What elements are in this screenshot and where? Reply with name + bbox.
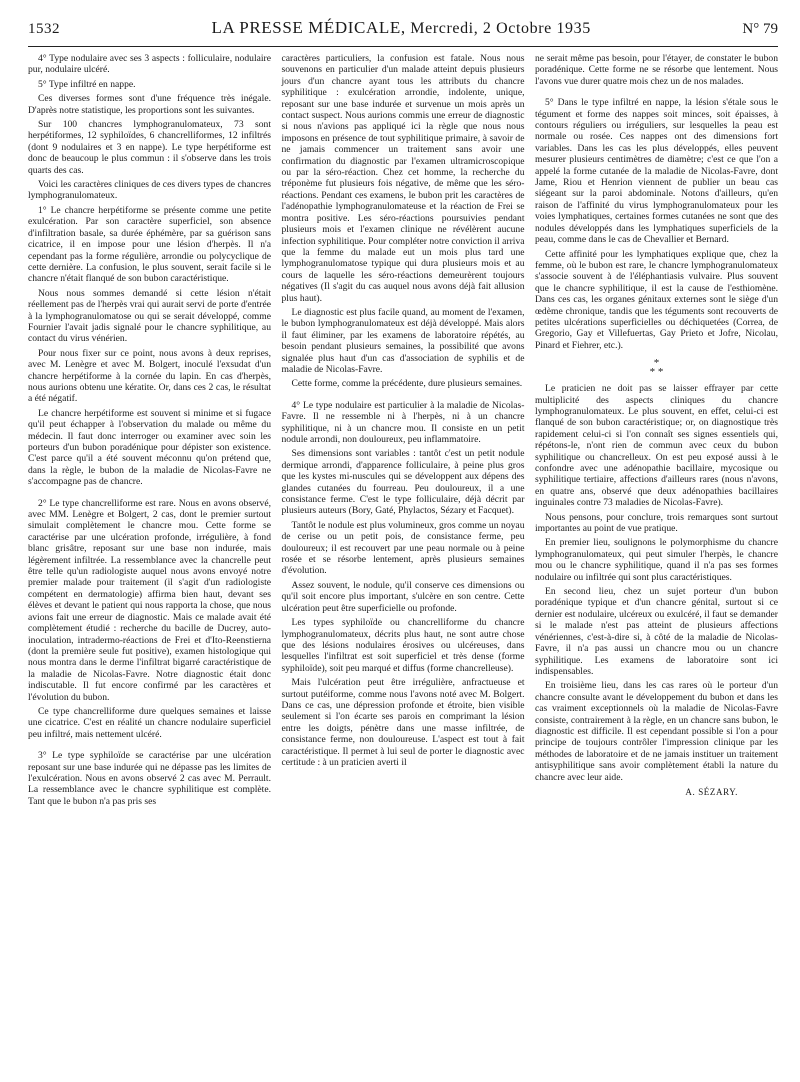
paragraph: 5° Type infiltré en nappe. [38, 78, 136, 90]
text-columns [28, 53, 778, 810]
paragraph: En troisième lieu, dans les cas rares où le porteur d'un chancre consulte avant le développement du bubon et dans les cas vraiment exceptionnels où la maladie de Nicolas-Favre consiste, contrairement à la règle, en un chancre sans bubon, le diagnostic est difficile. Il est cependant possible si l'on a pour principe de toujours contrôler l'impression clinique par les méthodes de laboratoire et de ne jamais instituer un traitement antisyphilitique sans avoir complètement établi la nature du chancre avec leur aide. [535, 680, 778, 783]
column-right [535, 53, 778, 810]
paragraph: Ses dimensions sont variables : tantôt c'est un petit nodule dermique arrondi, d'apparence folliculaire, à peine plus gros que les kystes mi-nuscules qui se développent aux dépens des glandes cutanées du fourreau. Peu douloureux, il a une consistance ferme. C'est le type folliculaire, déjà décrit par plusieurs auteurs (Bory, Gaté, Phylactos, Sézary et Facquet). [281, 448, 525, 517]
paragraph: Assez souvent, le nodule, qu'il conserve ces dimensions ou qu'il soit encore plus important, s'ulcère en son centre. Cette ulcération peut être superficielle ou profonde. [281, 579, 525, 614]
paragraph: Ces diverses formes sont d'une fréquence très inégale. D'après notre statistique, les proportions sont les suivantes. [28, 93, 271, 116]
paragraph: caractères particuliers, la confusion est fatale. Nous nous souvenons en particulier d'un malade atteint depuis plusieurs jours d'un chancre ayant tous les attributs du chancre syphilitique : exulcération arrondie, indolente, unique, reposant sur une base indurée et survenue un mois après un contact suspect. Nous aurions commis une erreur de diagnostic si nous n'avions pas appliqué ici la règle que nous nous imposons en présence de tout syphilitique primaire, à savoir de ne jamais commencer un traitement sans avoir une confirmation du diagnostic par l'examen ultramicroscopique ou par la séro-réaction. Chez cet homme, la recherche du tréponème fut plusieurs fois négative, de même que les séro-réactions. Pendant ces examens, le bubon prit les caractères de l'adénopathie lymphogranulomateuse et la réaction de Frei se montra positive. Les séro-réactions poursuivies pendant plusieurs mois et l'examen clinique ne révélèrent aucune infection syphilitique. Pour compléter notre conviction il arriva que la femme du malade eut un mois plus tard une lymphogranulomatose typique qui dura plusieurs mois et au cours de laquelle les séro-réactions demeurèrent toujours négatives (Il s'agit du cas auquel nous avons déjà fait allusion plus haut). [281, 53, 525, 304]
paragraph: 5° Dans le type infiltré en nappe, la lésion s'étale sous le tégument et forme des nappes soit minces, soit épaisses, à contours réguliers ou irréguliers, sur lesquelles la peau est normale ou rosée. Ces nappes ont des dimensions fort variables. Dans les cas les plus développés, elles peuvent mesurer plusieurs centimètres de diamètre; c'est ce que l'on a appelé la forme cutanée de la maladie de Nicolas-Favre, dont Jame, Riou et Henrion viennent de publier un beau cas siégeant sur la paroi abdominale. Notons d'ailleurs, qu'en raison de l'affinité du virus lymphogranulomateux pour les voies lymphatiques, certaines formes cutanées ne sont que des nodules développés dans les lymphatiques superficiels de la peau, comme dans le cas de Chevallier et Bernard. [535, 97, 778, 246]
paragraph: Voici les caractères cliniques de ces divers types de chancres lymphogranulomateux. [28, 179, 271, 202]
paragraph: Le chancre herpétiforme est souvent si minime et si fugace qu'il peut échapper à l'observation du malade ou même du médecin. Il faut donc interroger ou examiner avec soin les porteurs d'un bubon poradénique pour dépister son existence. C'est parce qu'il a été souvent méconnu qu'on prétend que, dans la règle, le bubon de la maladie de Nicolas-Favre ne s'accompagne pas de chancre. [28, 407, 271, 488]
issue-number: N° 79 [742, 21, 778, 37]
paragraph: Pour nous fixer sur ce point, nous avons à deux reprises, avec M. Lenègre et avec M. Bolgert, inoculé l'exsudat d'un chancre herpétiforme à la cornée du lapin. En cas d'herpès, nous aurions obtenu une kératite. Or, dans ces 2 cas, le résultat a été négatif. [28, 347, 271, 405]
page-header [28, 18, 778, 47]
paragraph: 4° Le type nodulaire est particulier à la maladie de Nicolas-Favre. Il ne ressemble ni à l'herpès, ni à un chancre syphilitique, ni à un chancre mou. Il consiste en un petit nodule arrondi, non douloureux, peu inflammatoire. [281, 399, 525, 445]
paragraph: Cette affinité pour les lymphatiques explique que, chez la femme, où le bubon est rare, le chancre lymphogranulomateux s'associe souvent à de l'éléphantiasis vulvaire. Plus souvent que le chancre syphilitique, il est la cause de l'esthiomène. Dans ces cas, les organes génitaux externes sont le siège d'un œdème chronique, tandis que les téguments sont recouverts de petites ulcérations superficielles ou déchiquetées (Correa, de Gregorio, Gay et Villefuertas, Gay Prieto et Jofre, Nicolau, Pinard et Fiehrer, etc.). [535, 248, 778, 351]
paragraph: 4° Type nodulaire avec ses 3 aspects : folliculaire, nodulaire pur, nodulaire ulcéré. [28, 53, 271, 76]
paragraph: Cette forme, comme la précédente, dure plusieurs semaines. [291, 378, 523, 390]
paragraph: Sur 100 chancres lymphogranulomateux, 73 sont herpétiformes, 12 syphiloïdes, 6 chancrelliformes, 12 infiltrés (dont 9 nodulaires et 3 en nappe). Le type herpétiforme est donc de beaucoup le plus commun : il s'observe dans les trois quarts des cas. [28, 119, 271, 176]
paragraph: 2° Le type chancrelliforme est rare. Nous en avons observé, avec MM. Lenègre et Bolgert, 2 cas, dont le premier surtout simulait complètement le chancre mou. Cette forme se caractérise par une ulcération profonde, irrégulière, à fond blanc grisâtre, reposant sur une base non indurée, mais légèrement infiltrée. La ressemblance avec la chancrelle peut être telle qu'un radiologiste auquel nous avons envoyé notre premier malade pour traitement (il s'agit d'un radiologiste compétent en dermatologie) affirma bien haut, devant ses élèves et devant le patient qui nous rapporta la chose, que nous avions fait une erreur de diagnostic. Mais ce malade avait été complètement étudié : recherche du bacille de Ducrey, auto-inoculation, intradermo-réactions de Frei et d'Ito-Reenstierna (dont la première seule fut positive), examen histologique qui nous montra dans le derme l'infiltrat bigarré caractéristique de la maladie de Nicolas-Favre. Notre diagnostic était donc indiscutable. Il fut encore confirmé par les caractères et l'évolution du bubon. [28, 497, 271, 703]
paragraph: Tantôt le nodule est plus volumineux, gros comme un noyau de cerise ou un petit pois, de consistance ferme, peu douloureux; il est recouvert par une peau normale ou à peine rosée et se résorbe lentement, après plusieurs semaines d'évolution. [281, 519, 525, 577]
paragraph: En premier lieu, soulignons le polymorphisme du chancre lymphogranulomateux, qui peut simuler l'herpès, le chancre mou ou le chancre syphilitique, quand il n'a pas ses formes nodulaire ou infiltrée qui sont plus caractéristiques. [535, 537, 778, 583]
issue-date: Mercredi, 2 Octobre 1935 [410, 20, 591, 37]
paragraph: Nous nous sommes demandé si cette lésion n'était réellement pas de l'herpès vrai qui aurait servi de porte d'entrée à la lymphogranulomatose ou qui se serait développé, comme Fournier l'avait jadis signalé pour le chancre syphilitique, au contact du virus vénérien. [28, 287, 271, 345]
paragraph: Mais l'ulcération peut être irrégulière, anfractueuse et surtout putéiforme, comme nous l'avons noté avec M. Bolgert. Dans ce cas, une dépression profonde et étroite, bien visible seulement si l'on écarte ses parois en comprimant la lésion entre les doigts, pénètre dans une masse infiltrée, de consistance ferme, non douloureuse. L'aspect est tout à fait caractéristique. Il permet à lui seul de porter le diagnostic avec certitude : à un praticien averti il [281, 677, 525, 768]
paragraph: 1° Le chancre herpétiforme se présente comme une petite exulcération. Par son caractère superficiel, son absence d'infiltration basale, sa durée éphémère, par sa guérison sans cicatrice, il en impose pour une lésion d'herpès. Il n'a cependant pas la forme régulière, arrondie ou polycyclique de cette dernière. La confusion, le plus souvent, serait facile si le chancre n'était flanqué de son bubon caractéristique. [28, 204, 271, 285]
paragraph: Le diagnostic est plus facile quand, au moment de l'examen, le bubon lymphogranulomateux est déjà développé. Mais alors il faut éliminer, par les examens de laboratoire répétés, au besoin pendant plusieurs semaines, la possibilité que avons signalée plus haut d'un cas d'association de syphilis et de maladie de Nicolas-Favre. [281, 306, 525, 375]
column-middle [282, 53, 525, 810]
author-signature: A. SÉZARY. [685, 786, 738, 797]
paragraph: Le praticien ne doit pas se laisser effrayer par cette multiplicité des aspects cliniques du chancre lymphogranulomateux. Le plus souvent, en effet, celui-ci est flanqué de son bubon caractéristique; or, on diagnostique très rapidement celui-ci si l'on connaît ses signes essentiels qui, répétons-le, n'ont rien de commun avec ceux du bubon syphilitique ou chancrelleux. On est peu exposé aussi à le confondre avec une adénopathie bacillaire, mycosique ou syphilitique tertiaire, affections d'ailleurs rares (nous n'avons, en quatre ans, observé que deux adénopathies bacillaires inguinales contre 73 maladies de Nicolas-Favre). [535, 383, 778, 509]
paragraph: 3° Le type syphiloïde se caractérise par une ulcération reposant sur une base indurée qui ne dépasse pas les limites de l'exulcération. Nous en avons observé 2 cas avec M. Perrault. La ressemblance avec le chancre syphilitique est complète. Tant que le bubon n'a pas pris ses [28, 750, 271, 807]
paragraph: Les types syphiloïde ou chancrelliforme du chancre lymphogranulomateux, décrits plus haut, ne sont autre chose que des lésions nodulaires érosives ou ulcéreuses, dans lesquelles l'infiltrat est soit superficiel et très dense (forme syphiloïde), soit peu marqué et diffus (forme chancrelleuse). [281, 617, 525, 674]
section-separator: * * * [649, 357, 664, 379]
paragraph: Ce type chancrelliforme dure quelques semaines et laisse une cicatrice. C'est en réalité un chancre nodulaire superficiel peu infiltré, mais nettement ulcéré. [28, 705, 271, 740]
paragraph: Nous pensons, pour conclure, trois remarques sont surtout importantes au point de vue pratique. [535, 511, 778, 535]
running-title [212, 18, 591, 38]
column-left [28, 53, 271, 810]
page-number: 1532 [28, 21, 60, 37]
paragraph: En second lieu, chez un sujet porteur d'un bubon poradénique typique et d'un chancre génital, surtout si ce dernier est nodulaire, ulcéreux ou exulcéré, il faut se demander si le malade n'est pas atteint de plusieurs affections vénériennes, c'est-à-dire si, à côté de la maladie de Nicolas-Favre, il n'a pas aussi un chancre mou ou un chancre syphilitique. Les examens de laboratoire sont ici indispensables. [535, 586, 778, 677]
paragraph: ne serait même pas besoin, pour l'étayer, de constater le bubon poradénique. Cette forme ne se résorbe que lentement. Nous l'avons vue durer quatre mois chez un de nos malades. [535, 53, 778, 87]
journal-name: LA PRESSE MÉDICALE, [211, 18, 406, 37]
